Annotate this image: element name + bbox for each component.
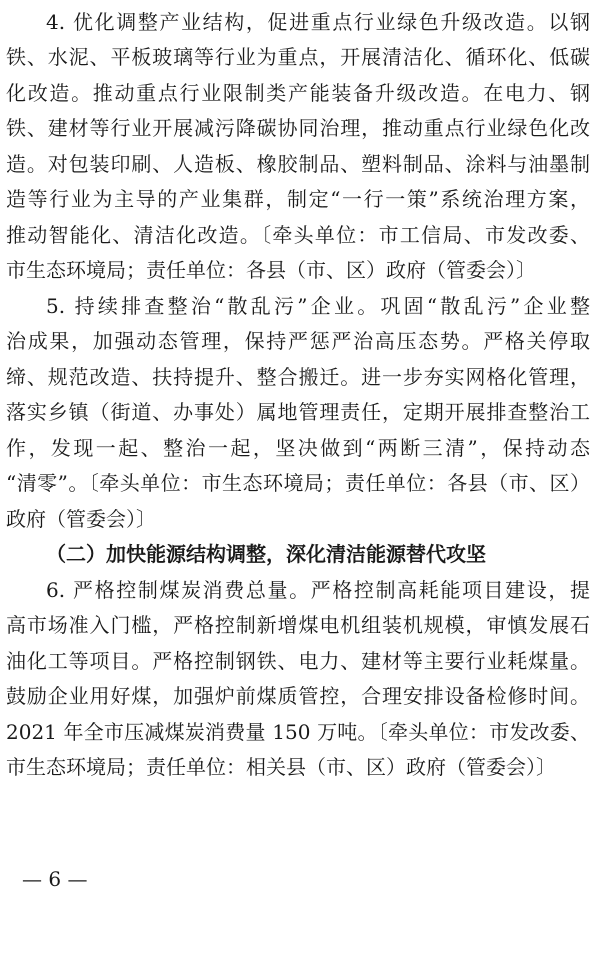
item6-line-5: 2021 年全市压减煤炭消费量 150 万吨。〔牵头单位：市发改委、 [6,720,590,744]
item4-line-3: 化改造。推动重点行业限制类产能装备升级改造。在电力、钢 [6,81,590,105]
item6-line-6: 市生态环境局；责任单位：相关县（市、区）政府（管委会）〕 [6,755,556,779]
item6-line-4: 鼓励企业用好煤，加强炉前煤质管控，合理安排设备检修时间。 [6,684,590,708]
item5-line-7: 政府（管委会）〕 [6,507,156,531]
item6-line-2: 高市场准入门槛，严格控制新增煤电机组装机规模，审慎发展石 [6,613,590,637]
item5-line-1: 5. 持续排查整治“散乱污”企业。巩固“散乱污”企业整 [46,294,590,318]
item6-line-3: 油化工等项目。严格控制钢铁、电力、建材等主要行业耗煤量。 [6,649,590,673]
section-heading: （二）加快能源结构调整，深化清洁能源替代攻坚 [46,542,486,566]
item5-line-2: 治成果，加强动态管理，保持严惩严治高压态势。严格关停取 [6,329,590,353]
item5-line-5: 作，发现一起、整治一起，坚决做到“两断三清”，保持动态 [6,436,590,460]
item4-line-1: 4. 优化调整产业结构，促进重点行业绿色升级改造。以钢 [46,10,590,34]
item4-line-6: 造等行业为主导的产业集群，制定“一行一策”系统治理方案， [6,187,590,211]
item6-line-1: 6. 严格控制煤炭消费总量。严格控制高耗能项目建设，提 [46,578,590,602]
item4-line-5: 造。对包装印刷、人造板、橡胶制品、塑料制品、涂料与油墨制 [6,152,590,176]
item5-line-4: 落实乡镇（街道、办事处）属地管理责任，定期开展排查整治工 [6,400,590,424]
item4-line-7: 推动智能化、清洁化改造。〔牵头单位：市工信局、市发改委、 [6,223,590,247]
item5-line-6: “清零”。〔牵头单位：市生态环境局；责任单位：各县（市、区） [6,471,590,495]
item5-line-3: 缔、规范改造、扶持提升、整合搬迁。进一步夯实网格化管理， [6,365,590,389]
page-number: — 6 — [22,867,88,891]
item4-line-8: 市生态环境局；责任单位：各县（市、区）政府（管委会）〕 [6,258,536,282]
item4-line-2: 铁、水泥、平板玻璃等行业为重点，开展清洁化、循环化、低碳 [6,45,590,69]
item4-line-4: 铁、建材等行业开展减污降碳协同治理，推动重点行业绿色化改 [6,116,590,140]
